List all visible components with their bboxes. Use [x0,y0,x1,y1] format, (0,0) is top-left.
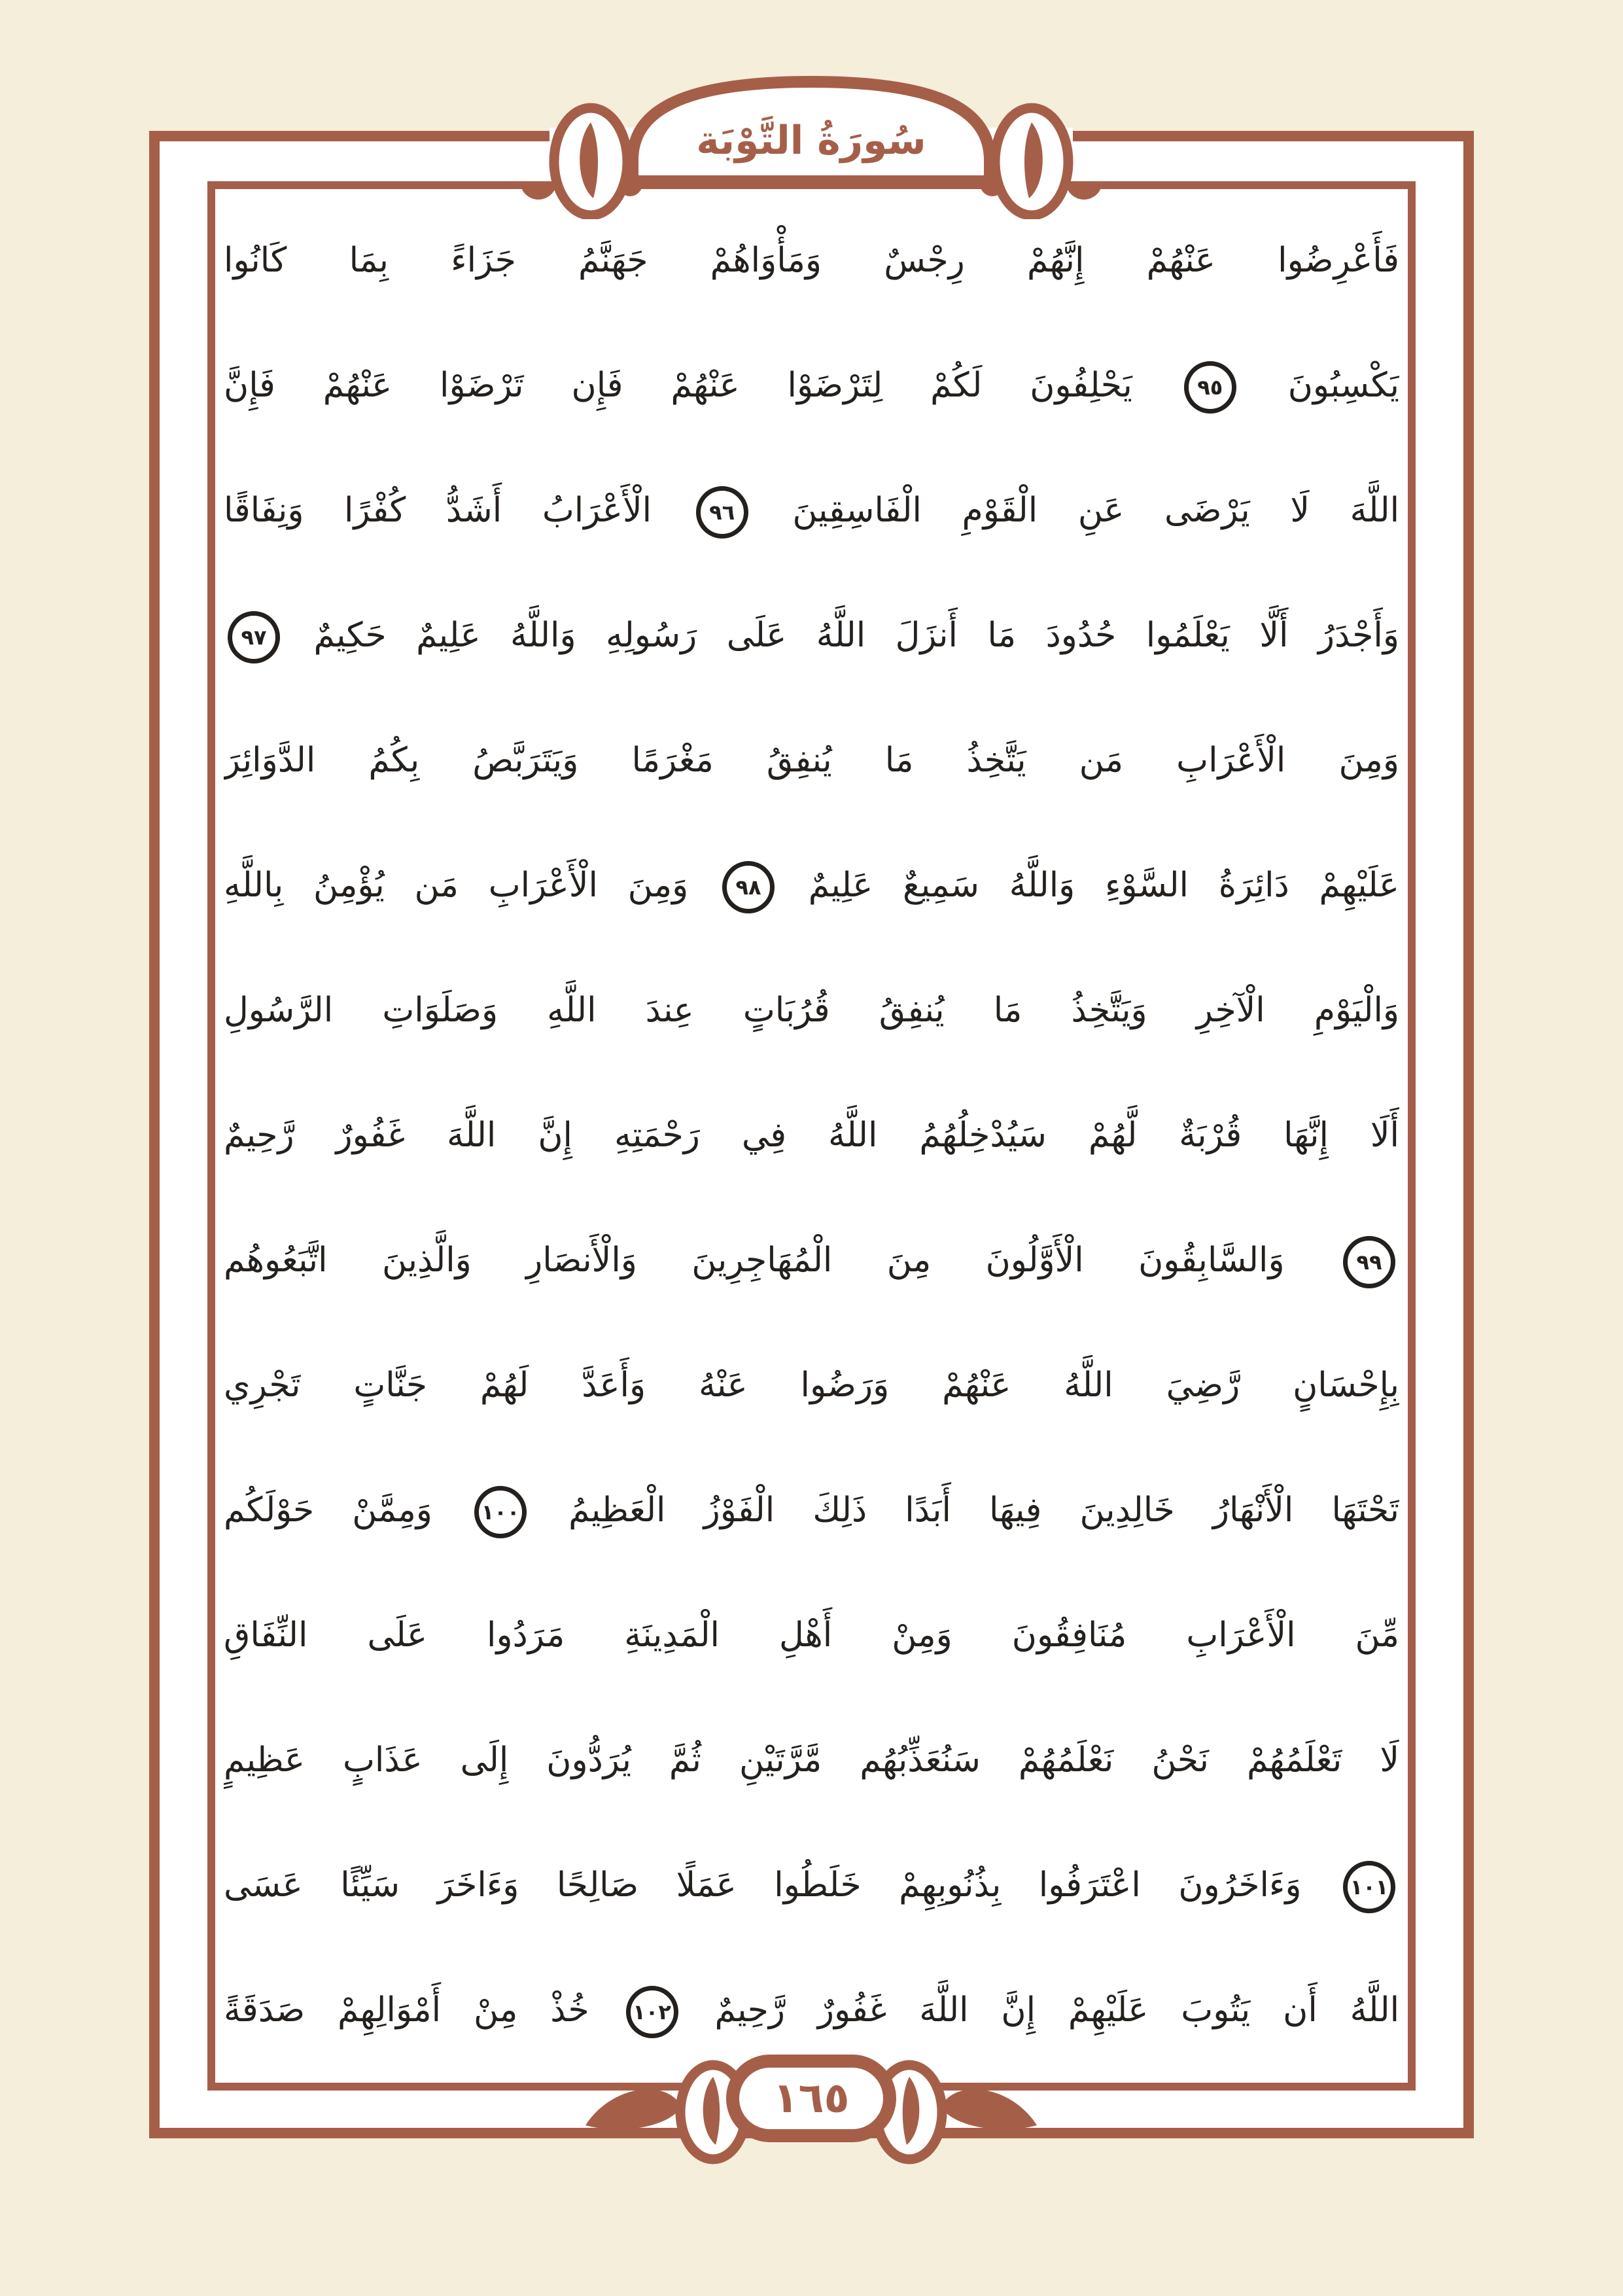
ayah-number: ١٠٢ [633,2000,671,2024]
quran-line [224,823,1399,948]
ayah-number: ٩٩ [1356,1250,1382,1275]
quran-line [224,1698,1399,1823]
quran-line [224,1573,1399,1698]
quran-text-segment: وَالْيَوْمِ الْآخِرِ وَيَتَّخِذُ مَا يُنفِقُ قُرُبَاتٍ عِندَ اللَّهِ وَصَلَوَاتِ الرَّسُولِ [224,991,1399,1030]
ayah-marker [696,486,748,539]
ayah-marker [1184,361,1236,414]
quran-line [224,698,1399,823]
quran-text-segment: وَمِنَ الْأَعْرَابِ مَن يُؤْمِنُ بِاللَّهِ [224,866,689,905]
quran-text-segment: وَالسَّابِقُونَ الْأَوَّلُونَ مِنَ الْمُهَاجِرِينَ وَالْأَنصَارِ وَالَّذِينَ اتَّبَعُوهُم [224,1241,1285,1280]
quran-line [224,1323,1399,1448]
ayah-number: ٩٥ [1197,375,1223,400]
quran-text-area [224,198,1399,2075]
quran-text-segment: خُذْ مِنْ أَمْوَالِهِمْ صَدَقَةً [224,1990,589,2030]
ayah-number: ٩٧ [241,625,267,650]
quran-text-segment: يَكْسِبُونَ [1287,366,1399,405]
quran-text-segment: لَا تَعْلَمُهُمْ نَحْنُ نَعْلَمُهُمْ سَنُعَذِّبُهُم مَّرَّتَيْنِ ثُمَّ يُرَدُّونَ إِلَى عَذَابٍ عَظِيمٍ [224,1740,1399,1780]
quran-text-segment: أَلَا إِنَّهَا قُرْبَةٌ لَّهُمْ سَيُدْخِلُهُمُ اللَّهُ فِي رَحْمَتِهِ إِنَّ اللَّهَ غَفُورٌ رَّحِيمٌ [224,1116,1399,1155]
bump-ornament-icon [1066,181,1102,200]
quran-text-segment: يَحْلِفُونَ لَكُمْ لِتَرْضَوْا عَنْهُمْ فَإِن تَرْضَوْا عَنْهُمْ فَإِنَّ [224,366,1132,405]
surah-title: سُورَةُ التَّوْبَة [696,118,926,164]
quran-line [224,198,1399,323]
quran-line [224,323,1399,448]
quran-text-segment: اللَّهَ لَا يَرْضَى عَنِ الْقَوْمِ الْفَاسِقِينَ [792,491,1399,530]
quran-text-segment: بِإِحْسَانٍ رَّضِيَ اللَّهُ عَنْهُمْ وَرَضُوا عَنْهُ وَأَعَدَّ لَهُمْ جَنَّاتٍ تَجْرِي [224,1366,1399,1405]
ayah-number: ٩٦ [709,500,735,525]
ayah-marker [474,1486,527,1538]
quran-line [224,1073,1399,1198]
ayah-number: ٩٨ [735,875,761,900]
ayah-number: ١٠١ [1350,1875,1389,1899]
ayah-marker [1343,1236,1395,1288]
quran-line [224,1198,1399,1323]
ayah-marker [228,611,280,663]
quran-text-segment: وَمِنَ الْأَعْرَابِ مَن يَتَّخِذُ مَا يُنفِقُ مَغْرَمًا وَيَتَرَبَّصُ بِكُمُ الدَّوَائِرَ [224,741,1399,780]
wing-ornament-icon [585,2089,682,2129]
ayah-marker [626,1986,678,2038]
quran-text-segment: عَلَيْهِمْ دَائِرَةُ السَّوْءِ وَاللَّهُ سَمِيعٌ عَلِيمٌ [808,866,1399,905]
quran-text-segment: مِّنَ الْأَعْرَابِ مُنَافِقُونَ وَمِنْ أَهْلِ الْمَدِينَةِ مَرَدُوا عَلَى النِّفَاقِ [224,1616,1399,1655]
quran-text-segment: وَأَجْدَرُ أَلَّا يَعْلَمُوا حُدُودَ مَا أَنزَلَ اللَّهُ عَلَى رَسُولِهِ وَاللَّهُ عَلِيمٌ حَكِيمٌ [313,616,1399,655]
quran-line [224,1948,1399,2073]
quran-text-segment: فَأَعْرِضُوا عَنْهُمْ إِنَّهُمْ رِجْسٌ وَمَأْوَاهُمْ جَهَنَّمُ جَزَاءً بِمَا كَانُوا [224,241,1399,280]
quran-line [224,948,1399,1073]
bump-ornament-icon [520,181,557,200]
wing-ornament-icon [941,2089,1037,2129]
quran-line [224,573,1399,698]
quran-line [224,1448,1399,1573]
ayah-marker [1343,1861,1395,1913]
quran-line [224,448,1399,573]
page-number: ١٦٥ [773,2074,850,2123]
ayah-number: ١٠٠ [481,1500,520,1525]
quran-text-segment: وَمِمَّنْ حَوْلَكُم [224,1491,432,1530]
ayah-marker [722,861,775,913]
quran-text-segment: الْأَعْرَابُ أَشَدُّ كُفْرًا وَنِفَاقًا [224,491,652,530]
quran-text-segment: وَءَاخَرُونَ اعْتَرَفُوا بِذُنُوبِهِمْ خَلَطُوا عَمَلًا صَالِحًا وَءَاخَرَ سَيِّئًا عَسَى [224,1865,1302,1905]
quran-line [224,1823,1399,1948]
quran-text-segment: تَحْتَهَا الْأَنْهَارُ خَالِدِينَ فِيهَا أَبَدًا ذَلِكَ الْفَوْزُ الْعَظِيمُ [568,1491,1399,1530]
quran-text-segment: اللَّهُ أَن يَتُوبَ عَلَيْهِمْ إِنَّ اللَّهَ غَفُورٌ رَّحِيمٌ [714,1990,1399,2030]
